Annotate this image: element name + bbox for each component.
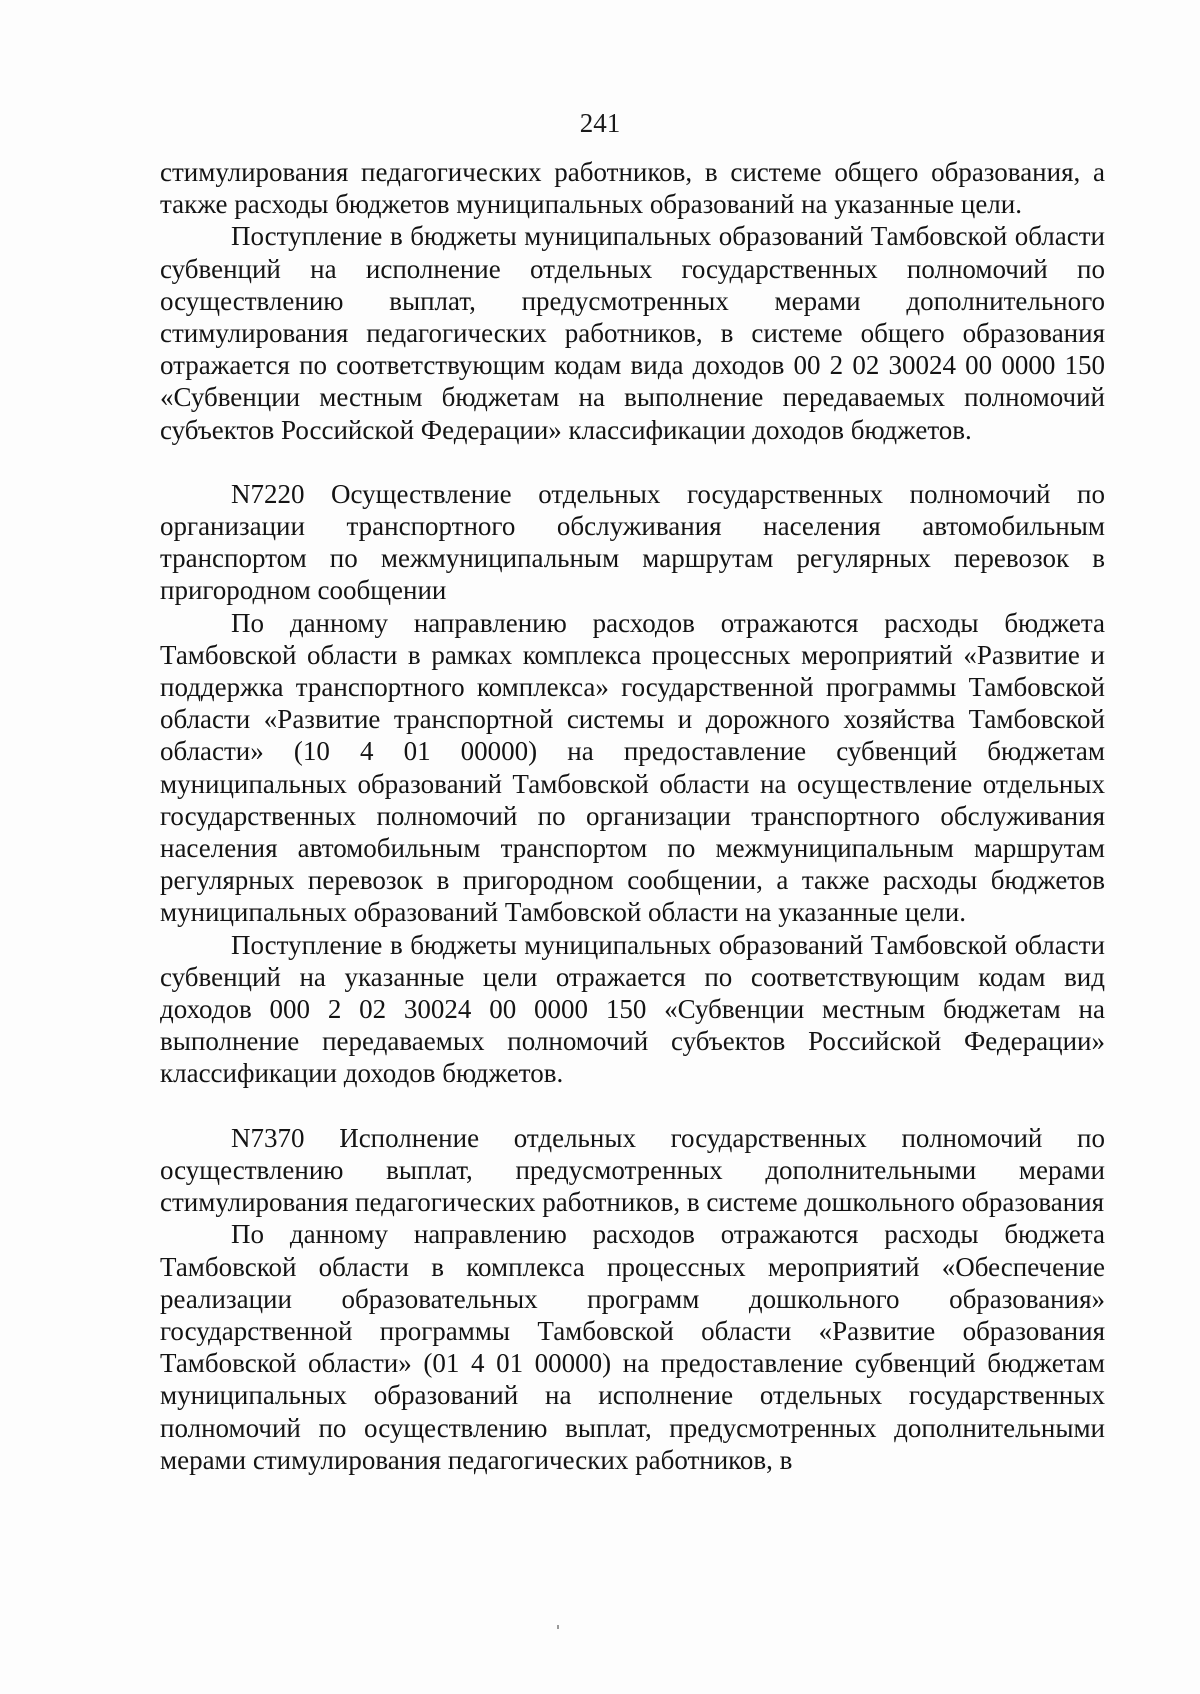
scan-speck bbox=[557, 1625, 559, 1629]
document-body bbox=[160, 156, 1105, 1476]
paragraph-expenses-preschool: По данному направлению расходов отражаются расходы бюджета Тамбовской области в комплекса процессных мероприятий «Обеспечение реализации образовательных программ дошкольного образования» государственной программы Тамбовской области «Развитие образования Тамбовской области» (01 4 01 00000) на предоставление субвенций бюджетам муниципальных образований на исполнение отдельных государственных полномочий по осуществлению выплат, предусмотренных дополнительными мерами стимулирования педагогических работников, в bbox=[160, 1219, 1105, 1475]
paragraph-continuation: стимулирования педагогических работников, в системе общего образования, а также расходы бюджетов муниципальных образований на указанные цели. bbox=[160, 157, 1105, 220]
paragraph-revenue-receipt-transport: Поступление в бюджеты муниципальных образований Тамбовской области субвенций на указанные цели отражается по соответствующим кодам вид доходов 000 2 02 30024 00 0000 150 «Субвенции местным бюджетам на выполнение передаваемых полномочий субъектов Российской Федерации» классификации доходов бюджетов. bbox=[160, 929, 1105, 1089]
paragraph-revenue-receipt-education: Поступление в бюджеты муниципальных образований Тамбовской области субвенций на исполнение отдельных государственных полномочий по осуществлению выплат, предусмотренных мерами дополнительного стимулирования педагогических работников, в системе общего образования отражается по соответствующим кодам вида доходов 00 2 02 30024 00 0000 150 «Субвенции местным бюджетам на выполнение передаваемых полномочий субъектов Российской Федерации» классификации доходов бюджетов. bbox=[160, 221, 1105, 445]
section-heading-n7370: N7370 Исполнение отдельных государственных полномочий по осуществлению выплат, предусмотренных дополнительными мерами стимулирования педагогических работников, в системе дошкольного образования bbox=[160, 1122, 1105, 1218]
page-number: 241 bbox=[579, 108, 621, 138]
section-heading-n7220: N7220 Осуществление отдельных государственных полномочий по организации транспортного обслуживания населения автомобильным транспортом по межмуниципальным маршрутам регулярных перевозок в пригородном сообщении bbox=[160, 478, 1105, 606]
paragraph-expenses-transport: По данному направлению расходов отражаются расходы бюджета Тамбовской области в рамках комплекса процессных мероприятий «Развитие и поддержка транспортного комплекса» государственной программы Тамбовской области «Развитие транспортной системы и дорожного хозяйства Тамбовской области» (10 4 01 00000) на предоставление субвенций бюджетам муниципальных образований Тамбовской области на осуществление отдельных государственных полномочий по организации транспортного обслуживания населения автомобильным транспортом по межмуниципальным маршрутам регулярных перевозок в пригородном сообщении, а также расходы бюджетов муниципальных образований Тамбовской области на указанные цели. bbox=[160, 607, 1105, 928]
